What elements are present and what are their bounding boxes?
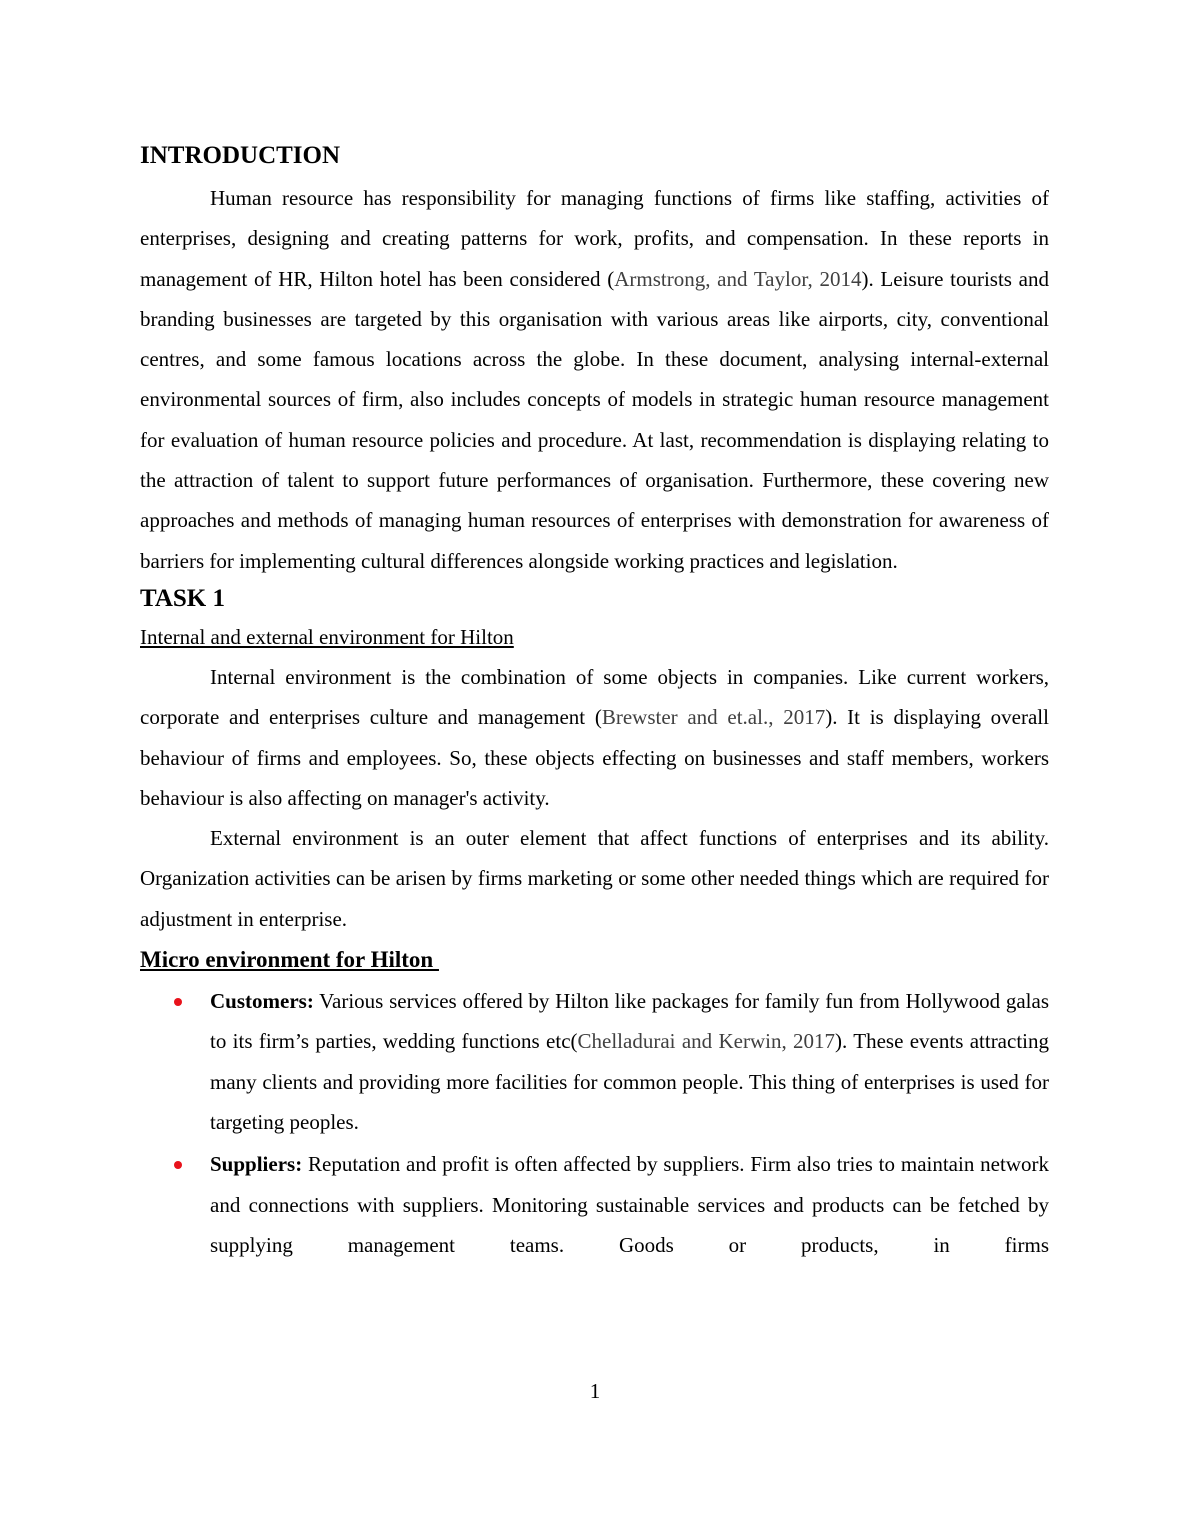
document-page (140, 138, 1049, 1265)
page-number: 1 (589, 1379, 601, 1403)
customers-label: Customers: (210, 989, 314, 1014)
internal-environment-paragraph (140, 657, 1049, 818)
internal-text: Internal environment is the combination of some objects in companies. Like current workers, corporate and enterprises culture and management ( (140, 664, 1049, 730)
internal-text-rest: ). It is displaying overall behaviour of firms and employees. So, these objects effecting on businesses and staff members, workers behaviour is also affecting on manager's activity. (140, 705, 1049, 810)
list-item-customers (140, 981, 1049, 1142)
citation-armstrong: Armstrong, and Taylor, 2014 (614, 266, 862, 291)
intro-text-rest: ). Leisure tourists and branding businesses are targeted by this organisation with various areas like airports, city, conventional centres, and some famous locations across the globe. In these document, analysing internal-external environmental sources of firm, also includes concepts of models in strategic human resource management for evaluation of human resource policies and procedure. At last, recommendation is displaying relating to the attraction of talent to support future performances of organisation. Furthermore, these covering new approaches and methods of managing human resources of enterprises with demonstration for awareness of barriers for implementing cultural differences alongside working practices and legislation. (140, 266, 1049, 573)
suppliers-label: Suppliers: (210, 1152, 303, 1177)
task-1-heading: TASK 1 (140, 584, 225, 612)
suppliers-paragraph (210, 1144, 1049, 1265)
customers-text: Various services offered by Hilton like packages for family fun from Hollywood galas to its firm’s parties, wedding functions etc( (210, 989, 1049, 1054)
internal-external-subheading: Internal and external environment for Hilton (140, 624, 514, 649)
bullet-icon (174, 1161, 182, 1169)
citation-chelladurai: Chelladurai and Kerwin, 2017 (577, 1029, 836, 1054)
external-environment-paragraph: External environment is an outer element that affect functions of enterprises and its ability. Organization activities can be arisen by firms marketing or some other needed things which are required for adjustment in enterprise. (140, 826, 1049, 931)
introduction-heading: INTRODUCTION (140, 142, 341, 169)
intro-text: Human resource has responsibility for managing functions of firms like staffing, activities of enterprises, designing and creating patterns for work, profits, and compensation. In these reports in management of HR, Hilton hotel has been considered ( (140, 186, 1049, 291)
customers-paragraph (210, 981, 1049, 1142)
suppliers-text: Reputation and profit is often affected by suppliers. Firm also tries to maintain network and connections with suppliers. Monitoring sustainable services and products can be fetched by supplying management teams. Goods or products, in firms (210, 1152, 1049, 1257)
bullet-icon (174, 998, 182, 1006)
micro-environment-list (140, 981, 1049, 1265)
micro-environment-heading: Micro environment for Hilton (140, 947, 439, 973)
customers-text-rest: ). These events attracting many clients and providing more facilities for common people. This thing of enterprises is used for targeting peoples. (210, 1029, 1049, 1134)
list-item-suppliers (140, 1144, 1049, 1265)
introduction-paragraph (140, 178, 1049, 581)
citation-brewster: Brewster and et.al., 2017 (601, 705, 826, 730)
